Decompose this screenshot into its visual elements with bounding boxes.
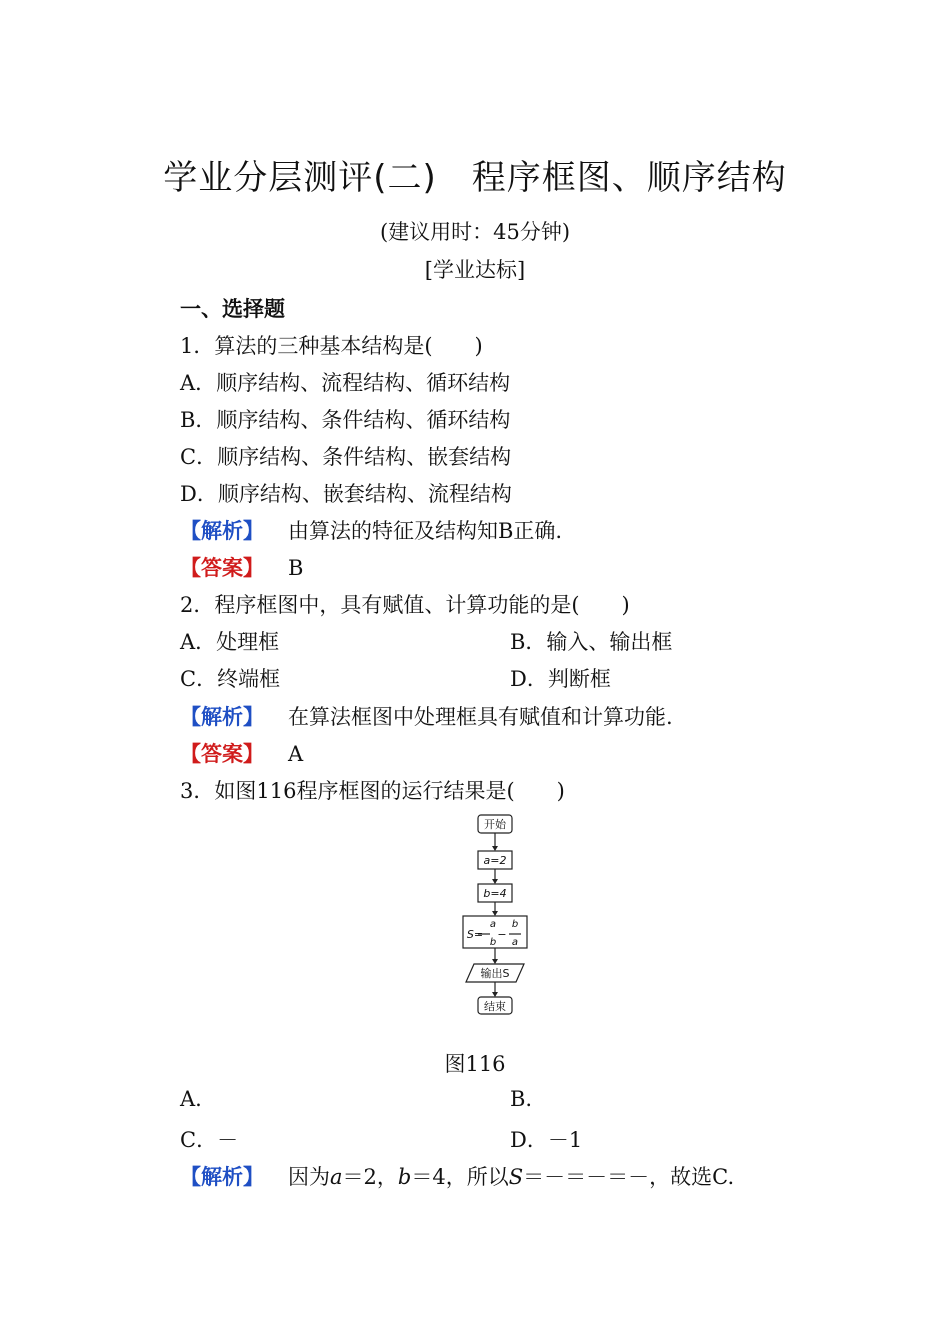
question-3-option-d: D．－1: [510, 1128, 583, 1152]
flowchart-end-label: 结束: [484, 1000, 506, 1013]
question-3-option-c: C．－: [180, 1128, 239, 1152]
question-2-option-c: C．终端框: [180, 667, 281, 691]
section-heading: 一、选择题: [180, 297, 285, 321]
answer-text: B: [288, 556, 304, 580]
figure-caption: 图116: [444, 1052, 506, 1076]
variable-b: b: [397, 1165, 412, 1189]
question-1-analysis: [180, 515, 562, 545]
flowchart-formula-lhs: S=: [466, 928, 484, 941]
question-2-option-d: D．判断框: [510, 667, 611, 691]
analysis-text-post: ＝－＝－＝－，故选C.: [523, 1165, 735, 1189]
question-3-stem: 3．如图116程序框图的运行结果是( ): [180, 779, 565, 803]
analysis-tag: 【解析】: [180, 1165, 264, 1189]
flowchart-frac2-den: a: [511, 937, 519, 948]
time-hint: (建议用时：45分钟): [379, 220, 571, 244]
flowchart-start-label: 开始: [484, 818, 506, 831]
question-1-option-b: B．顺序结构、条件结构、循环结构: [180, 408, 511, 432]
answer-tag: 【答案】: [180, 556, 264, 580]
analysis-text: 在算法框图中处理框具有赋值和计算功能.: [288, 705, 673, 729]
question-2-option-b: B．输入、输出框: [510, 630, 673, 654]
variable-s: S: [508, 1165, 524, 1189]
answer-text: A: [288, 742, 304, 766]
question-2-option-a: A．处理框: [180, 630, 280, 654]
page-title: 学业分层测评(二) 程序框图、顺序结构: [163, 158, 787, 198]
answer-tag: 【答案】: [180, 742, 264, 766]
flowchart-assign-b-label: b=4: [483, 887, 507, 900]
analysis-tag: 【解析】: [180, 519, 264, 543]
question-2-analysis: [180, 701, 673, 731]
analysis-tag: 【解析】: [180, 705, 264, 729]
question-3-option-a: A.: [180, 1087, 202, 1111]
flowchart-frac2-num: b: [511, 919, 519, 930]
flowchart-assign-a-label: a=2: [483, 854, 507, 867]
question-1-option-d: D．顺序结构、嵌套结构、流程结构: [180, 482, 512, 506]
question-1-stem: 1．算法的三种基本结构是( ): [180, 334, 483, 358]
flowchart: [455, 812, 535, 1017]
level-label: [学业达标]: [424, 258, 526, 282]
question-3-option-b: B.: [510, 1087, 533, 1111]
question-3-analysis: [180, 1161, 734, 1191]
question-2-stem: 2．程序框图中，具有赋值、计算功能的是( ): [180, 593, 630, 617]
flowchart-frac1-den: b: [489, 937, 497, 948]
flowchart-minus: −: [497, 928, 507, 941]
question-2-answer: [180, 738, 303, 768]
analysis-eq-b: ＝4，所以: [411, 1165, 509, 1189]
variable-a: a: [330, 1165, 343, 1189]
question-1-option-a: A．顺序结构、流程结构、循环结构: [180, 371, 511, 395]
analysis-eq-a: ＝2，: [342, 1165, 398, 1189]
flowchart-frac1-num: a: [489, 919, 497, 930]
question-1-option-c: C．顺序结构、条件结构、嵌套结构: [180, 445, 512, 469]
analysis-text-pre: 因为: [288, 1165, 330, 1189]
flowchart-output-label: 输出S: [480, 967, 510, 980]
analysis-text: 由算法的特征及结构知B正确.: [288, 519, 563, 543]
question-1-answer: [180, 552, 303, 582]
